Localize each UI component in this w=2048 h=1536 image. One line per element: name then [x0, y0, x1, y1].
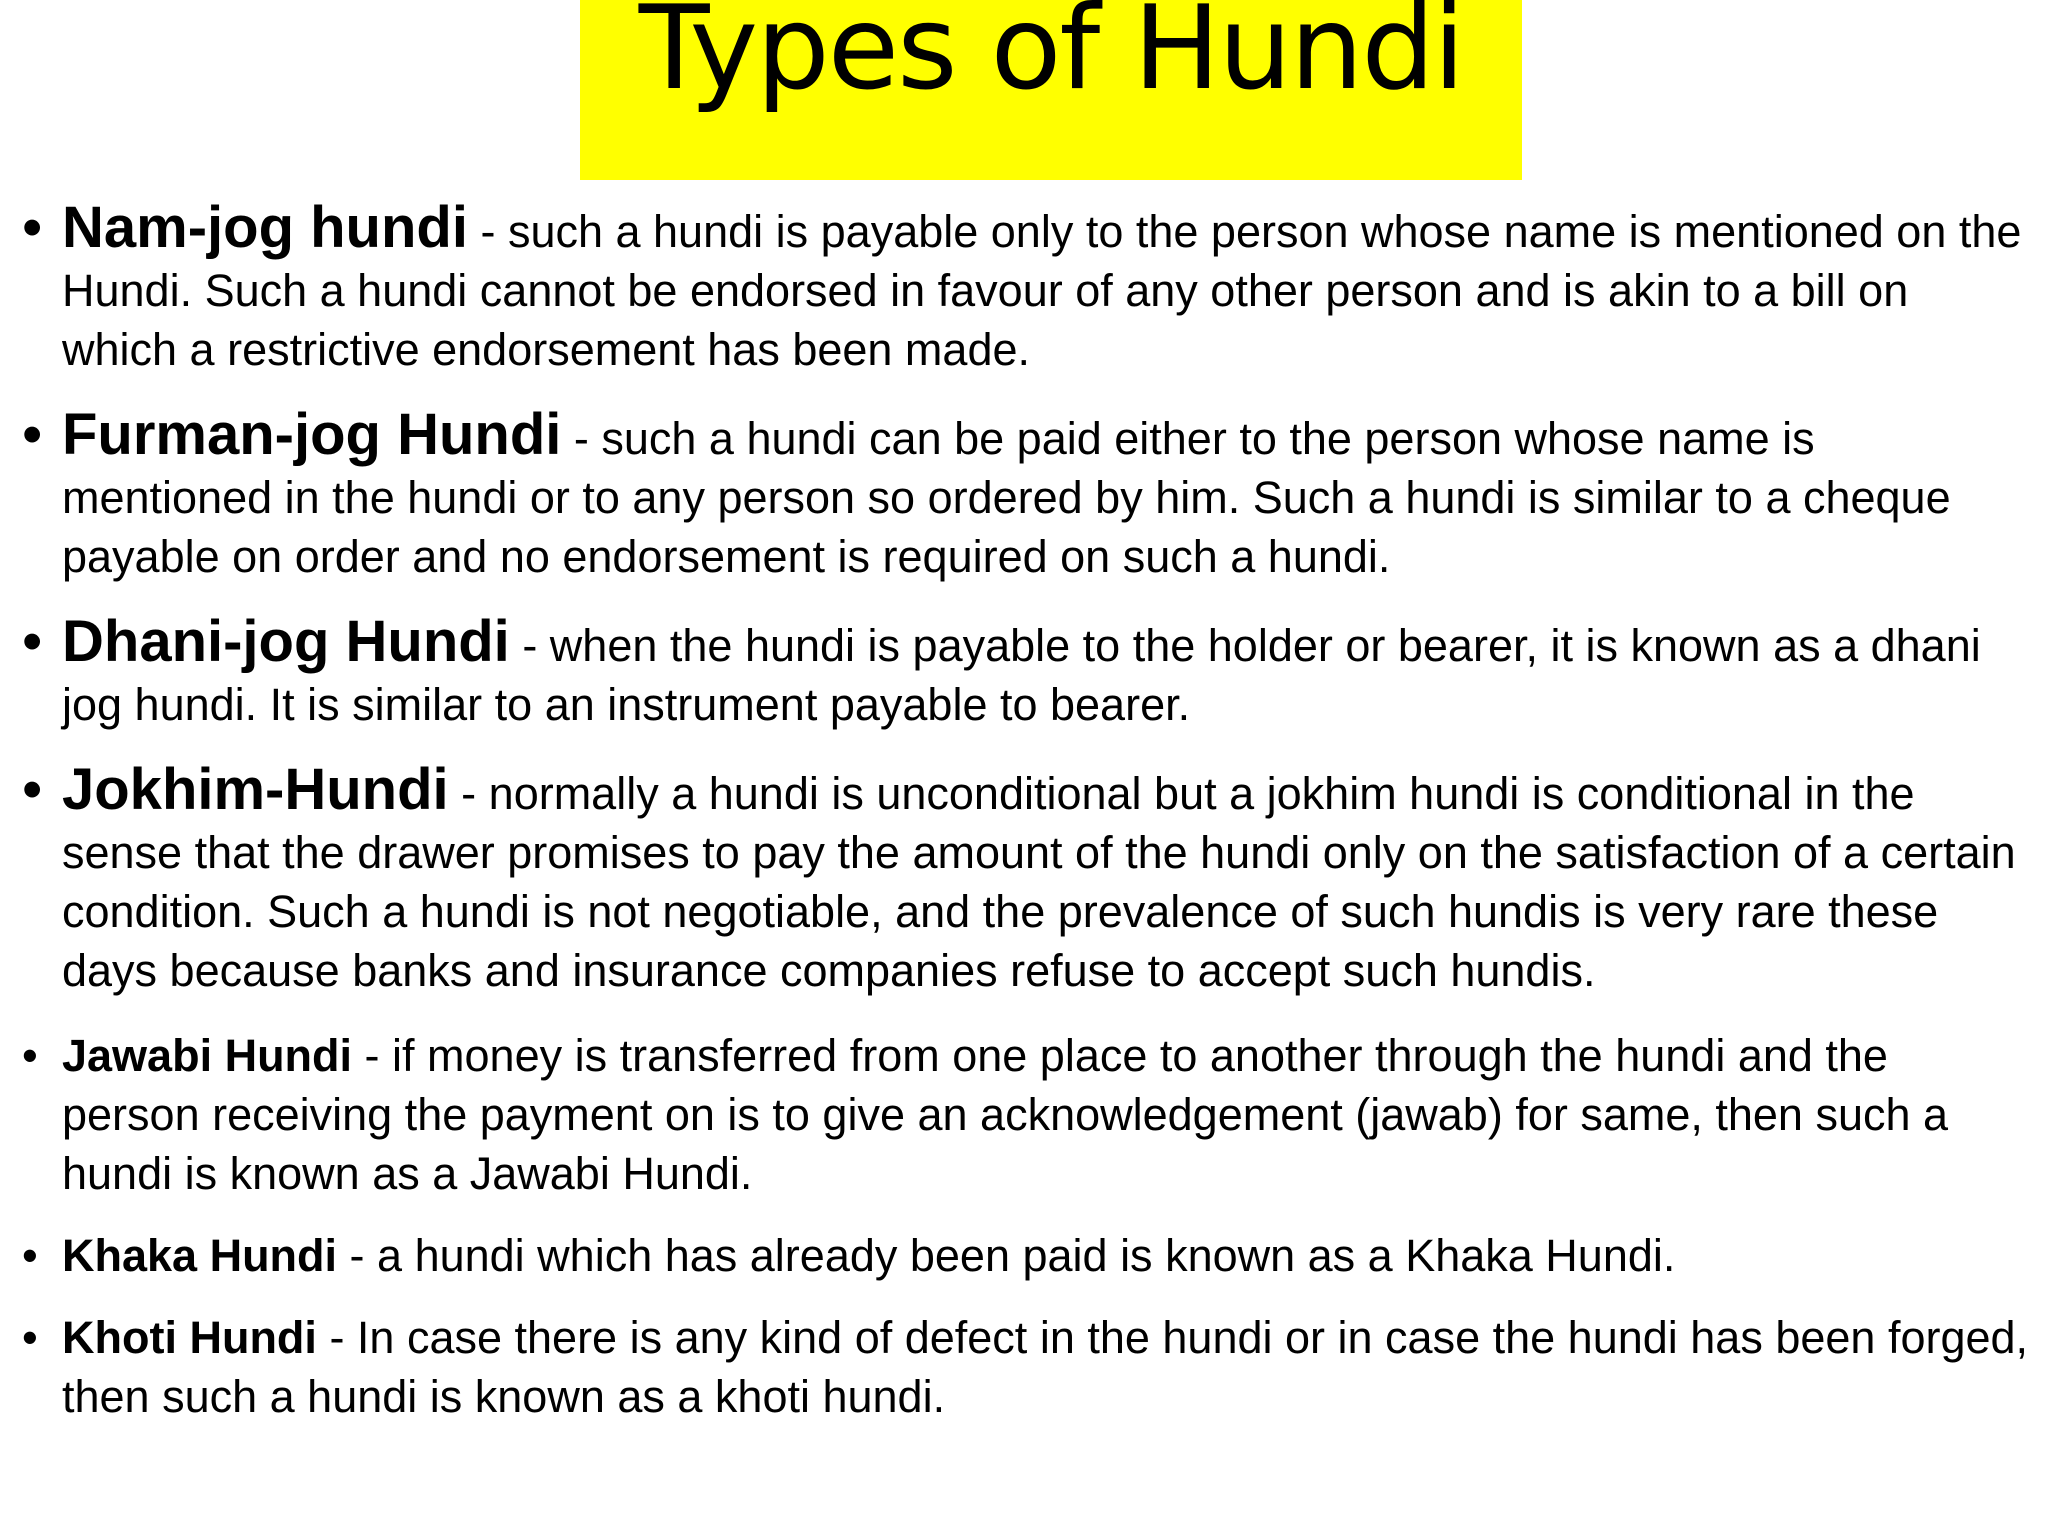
item-description: - if money is transferred from one place to another through the hundi and the person receiving the payment on is to give an acknowledgement (jawab) for same, then such a hundi is known as a Jawabi Hundi. [62, 1030, 1949, 1199]
bullet-icon: • [22, 195, 43, 260]
bullet-icon: • [22, 757, 43, 822]
item-term: Furman-jog Hundi [62, 402, 562, 467]
slide-title: Types of Hundi [638, 0, 1464, 117]
bullet-icon: • [22, 1312, 38, 1363]
bullet-icon: • [22, 402, 43, 467]
item-description: - a hundi which has already been paid is known as a Khaka Hundi. [337, 1230, 1676, 1281]
list-item-jokhim [20, 757, 2030, 1000]
item-description: - such a hundi can be paid either to the person whose name is mentioned in the hundi or to any person so ordered by him. Such a hundi is similar to a cheque payable on order and no endorsement is required on such a hundi. [62, 413, 1951, 582]
list-item-khoti [20, 1308, 2030, 1426]
item-term: Khoti Hundi [62, 1312, 317, 1363]
list-item-nam-jog [20, 195, 2030, 379]
list-item-jawabi [20, 1026, 2030, 1203]
item-term: Jokhim-Hundi [62, 757, 449, 822]
bullet-icon: • [22, 1230, 38, 1281]
bullet-icon: • [22, 1030, 38, 1081]
item-term: Dhani-jog Hundi [62, 609, 510, 674]
list-item-dhani-jog [20, 609, 2030, 734]
bullet-icon: • [22, 609, 43, 674]
list-item-furman-jog [20, 402, 2030, 586]
item-term: Khaka Hundi [62, 1230, 338, 1281]
hundi-types-list [20, 195, 2030, 1449]
item-term: Jawabi Hundi [62, 1030, 353, 1081]
title-highlight [580, 0, 1522, 180]
item-description: - when the hundi is payable to the holder or bearer, it is known as a dhani jog hundi. It is similar to an instrument payable to bearer. [62, 620, 1981, 730]
item-description: - In case there is any kind of defect in the hundi or in case the hundi has been forged, then such a hundi is known as a khoti hundi. [62, 1312, 2029, 1422]
item-term: Nam-jog hundi [62, 195, 468, 260]
item-description: - normally a hundi is unconditional but a jokhim hundi is conditional in the sense that the drawer promises to pay the amount of the hundi only on the satisfaction of a certain condition. Such a hundi is not negotiable, and the prevalence of such hundis is very rare these days because banks and insurance companies refuse to accept such hundis. [62, 768, 2016, 996]
list-item-khaka [20, 1226, 2030, 1285]
item-description: - such a hundi is payable only to the person whose name is mentioned on the Hundi. Such a hundi cannot be endorsed in favour of any other person and is akin to a bill on which a restrictive endorsement has been made. [62, 206, 2022, 375]
